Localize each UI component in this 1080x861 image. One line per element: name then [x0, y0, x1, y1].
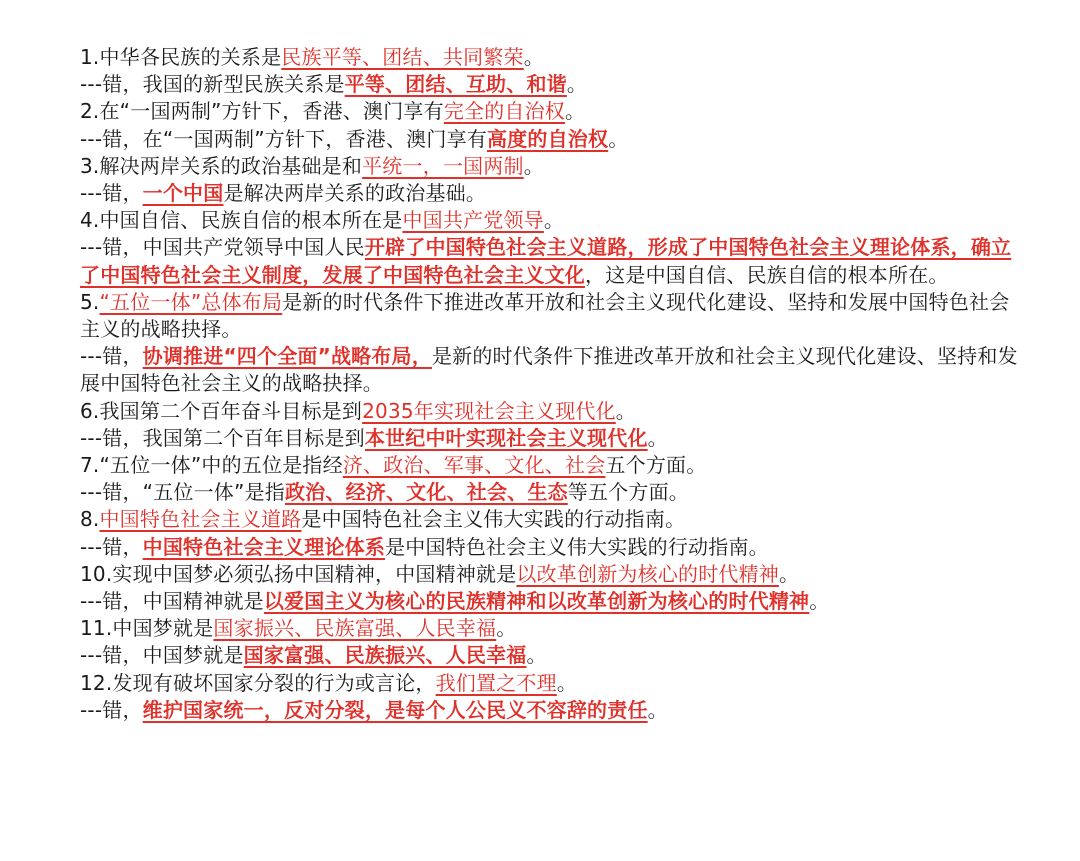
- wrong-statement: 以改革创新为核心的时代精神: [516, 561, 780, 586]
- answer-text: 是中国特色社会主义伟大实践的行动指南。: [385, 534, 769, 559]
- answer-text: ---错，在“一国两制”方针下，香港、澳门享有: [80, 126, 487, 151]
- answer-text: 。: [809, 589, 830, 614]
- question-text: 6.我国第二个百年奋斗目标是到: [80, 398, 363, 423]
- correct-statement: 协调推进“四个全面”战略布局，: [142, 344, 432, 369]
- question-text: 12.发现有破坏国家分裂的行为或言论，: [80, 670, 436, 695]
- question-text: 8.: [80, 507, 100, 532]
- correct-statement: 高度的自治权: [486, 126, 609, 151]
- document-body: [80, 44, 1020, 724]
- question-2: [80, 98, 1020, 125]
- question-text: 是新的时代条件下推进改革开放和社会主义现代化建设、坚持和发展中国特色社会主义的战略抉择。: [80, 289, 1010, 342]
- answer-text: ---错，: [80, 697, 143, 722]
- answer-12: [80, 697, 1020, 724]
- wrong-statement: 2035年实现社会主义现代化: [362, 398, 616, 423]
- question-text: 7.“五位一体”中的五位是指经: [80, 453, 343, 478]
- correct-statement: 国家富强、民族振兴、人民幸福: [243, 643, 527, 668]
- correct-statement: 本世纪中叶实现社会主义现代化: [364, 425, 648, 450]
- question-text: 。: [565, 99, 586, 124]
- answer-text: ---错，: [80, 534, 143, 559]
- answer-text: 是新的时代条件下推进改革开放和社会主义现代化建设、坚持和发展中国特色社会主义的战略抉择。: [80, 344, 1018, 396]
- answer-7: [80, 479, 1020, 506]
- answer-text: ---错，中国共产党领导中国人民: [80, 235, 365, 260]
- answer-10: [80, 588, 1020, 615]
- answer-5: [80, 343, 1020, 397]
- answer-1: [80, 71, 1020, 98]
- question-text: 1.中华各民族的关系是: [80, 45, 282, 69]
- question-text: 是中国特色社会主义伟大实践的行动指南。: [301, 507, 686, 532]
- question-text: 。: [779, 561, 800, 586]
- wrong-statement: 国家振兴、民族富强、人民幸福: [213, 616, 497, 641]
- answer-text: 。: [647, 425, 668, 450]
- correct-statement: 一个中国: [142, 181, 224, 206]
- question-text: 。: [615, 398, 636, 423]
- wrong-statement: 中国特色社会主义道路: [99, 507, 302, 532]
- answer-6: [80, 425, 1020, 452]
- question-text: 11.中国梦就是: [80, 616, 214, 641]
- answer-text: 是解决两岸关系的政治基础。: [223, 181, 487, 206]
- wrong-statement: 济、政治、军事、文化、社会: [342, 453, 606, 478]
- question-1: [80, 44, 1020, 71]
- wrong-statement: 民族平等、团结、共同繁荣: [281, 45, 524, 69]
- answer-text: ---错，中国梦就是: [80, 643, 244, 668]
- correct-statement: 政治、经济、文化、社会、生态: [284, 480, 568, 505]
- question-4: [80, 207, 1020, 234]
- question-text: 。: [496, 616, 517, 641]
- question-11: [80, 615, 1020, 642]
- answer-8: [80, 534, 1020, 561]
- answer-text: 等五个方面。: [567, 480, 689, 505]
- question-text: 。: [523, 45, 544, 69]
- answer-text: 。: [647, 697, 668, 722]
- correct-statement: 以爱国主义为核心的民族精神和以改革创新为核心的时代精神: [263, 589, 810, 614]
- question-text: 10.实现中国梦必须弘扬中国精神，中国精神就是: [80, 561, 517, 586]
- wrong-statement: “五位一体”总体布局: [99, 289, 283, 314]
- question-3: [80, 153, 1020, 180]
- question-10: [80, 561, 1020, 588]
- correct-statement: 开辟了中国特色社会主义道路，形成了中国特色社会主义理论体系，确立了中国特色社会主义制度，发展了中国特色社会主义文化: [80, 235, 1012, 287]
- wrong-statement: 完全的自治权: [443, 99, 566, 124]
- wrong-statement: 我们置之不理: [435, 670, 557, 695]
- wrong-statement: 中国共产党领导: [402, 208, 544, 233]
- question-12: [80, 670, 1020, 697]
- question-text: 2.在“一国两制”方针下，香港、澳门享有: [80, 99, 444, 124]
- wrong-statement: 平统一，一国两制: [362, 153, 524, 178]
- question-text: 五个方面。: [605, 453, 707, 478]
- answer-text: ---错，我国第二个百年目标是到: [80, 425, 365, 450]
- answer-4: [80, 234, 1020, 288]
- question-5: [80, 289, 1020, 343]
- question-text: 。: [556, 670, 578, 695]
- question-6: [80, 398, 1020, 425]
- question-text: 。: [543, 208, 565, 233]
- question-text: 5.: [80, 289, 100, 314]
- answer-text: ---错，中国精神就是: [80, 589, 264, 614]
- question-7: [80, 452, 1020, 479]
- answer-text: 。: [526, 643, 547, 668]
- question-text: 。: [523, 153, 544, 178]
- question-text: 4.中国自信、民族自信的根本所在是: [80, 208, 403, 233]
- answer-text: ---错，我国的新型民族关系是: [80, 72, 345, 97]
- answer-11: [80, 642, 1020, 669]
- answer-3: [80, 180, 1020, 207]
- question-8: [80, 506, 1020, 533]
- answer-text: ---错，“五位一体”是指: [80, 480, 285, 505]
- answer-text: 。: [608, 126, 629, 151]
- answer-text: 。: [566, 72, 588, 97]
- correct-statement: 中国特色社会主义理论体系: [142, 534, 386, 559]
- correct-statement: 平等、团结、互助、和谐: [344, 72, 567, 97]
- answer-text: ---错，: [80, 344, 143, 369]
- answer-text: ---错，: [80, 181, 143, 206]
- answer-text: ，这是中国自信、民族自信的根本所在。: [585, 262, 949, 287]
- question-text: 3.解决两岸关系的政治基础是和: [80, 153, 363, 178]
- correct-statement: 维护国家统一，反对分裂，是每个人公民义不容辞的责任: [142, 697, 648, 722]
- answer-2: [80, 126, 1020, 153]
